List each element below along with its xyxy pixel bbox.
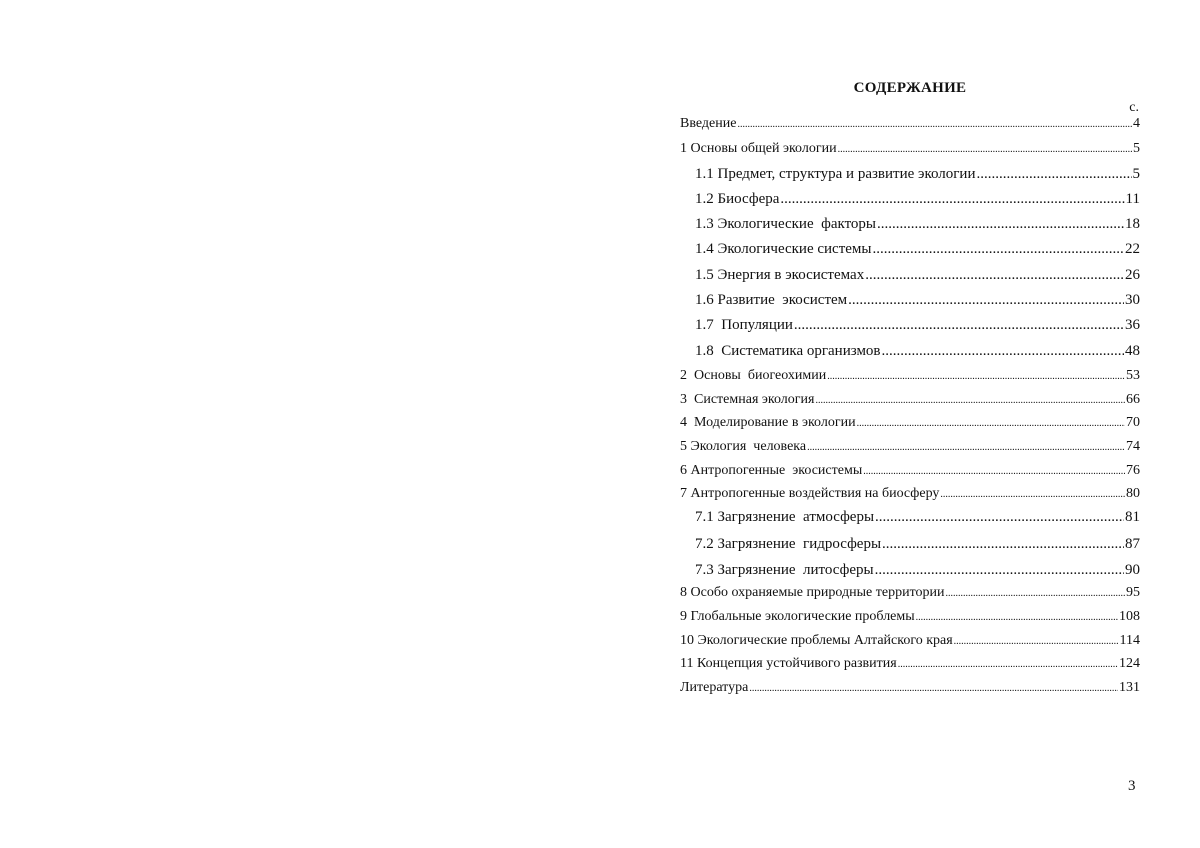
toc-entry-title: 7.2 Загрязнение гидросферы [695, 536, 881, 553]
toc-entry-page: 30 [1125, 292, 1140, 309]
toc-entry [680, 191, 1140, 208]
toc-entry-title: 10 Экологические проблемы Алтайского края [680, 633, 953, 649]
toc-entry [680, 486, 1140, 502]
toc-entry-title: 2 Основы биогеохимии [680, 368, 826, 384]
toc-dot-leader [827, 368, 1125, 384]
toc-entry [680, 292, 1140, 309]
toc-entry [680, 439, 1140, 455]
toc-entry-title: 1.5 Энергия в экосистемах [695, 267, 864, 284]
toc-entry-page: 95 [1126, 585, 1140, 601]
toc-dot-leader [780, 191, 1124, 208]
toc-entry-title: 6 Антропогенные экосистемы [680, 463, 862, 479]
toc-entry-title: Литература [680, 680, 748, 696]
toc-entry-title: 1.4 Экологические системы [695, 241, 871, 258]
toc-entry-title: 1.3 Экологические факторы [695, 216, 876, 233]
toc-entry [680, 633, 1140, 649]
page-number: 3 [1128, 778, 1136, 795]
toc-dot-leader [875, 562, 1124, 579]
page-column-label: с. [1129, 100, 1139, 116]
toc-entry [680, 141, 1140, 157]
toc-entry-page: 26 [1125, 267, 1140, 284]
toc-entry-page: 80 [1126, 486, 1140, 502]
toc-entry [680, 392, 1140, 408]
toc-entry-page: 114 [1120, 633, 1140, 649]
toc-entry-title: 1 Основы общей экологии [680, 141, 837, 157]
toc-title: СОДЕРЖАНИЕ [680, 80, 1140, 97]
toc-entry-title: Введение [680, 116, 736, 132]
toc-entry-title: 7.1 Загрязнение атмосферы [695, 509, 874, 526]
toc-entry-page: 18 [1125, 216, 1140, 233]
toc-dot-leader [857, 415, 1125, 431]
toc-entry-page: 4 [1133, 116, 1140, 132]
toc-entry [680, 680, 1140, 696]
toc-entry [680, 317, 1140, 334]
toc-entry-page: 70 [1126, 415, 1140, 431]
toc-entry [680, 343, 1140, 360]
toc-entry [680, 585, 1140, 601]
toc-entry-title: 7 Антропогенные воздействия на биосферу [680, 486, 939, 502]
toc-entry [680, 216, 1140, 233]
toc-entry-title: 9 Глобальные экологические проблемы [680, 609, 915, 625]
toc-dot-leader [749, 680, 1118, 696]
toc-dot-leader [976, 166, 1131, 183]
toc-entry-page: 76 [1126, 463, 1140, 479]
toc-entry [680, 368, 1140, 384]
toc-dot-leader [882, 536, 1124, 553]
toc-entry [680, 241, 1140, 258]
toc-entry [680, 536, 1140, 553]
toc-entry-page: 87 [1125, 536, 1140, 553]
table-of-contents [680, 0, 1140, 848]
toc-entry-page: 48 [1125, 343, 1140, 360]
toc-entry-title: 1.6 Развитие экосистем [695, 292, 847, 309]
toc-entry [680, 509, 1140, 526]
toc-entry-title: 1.1 Предмет, структура и развитие экологии [695, 166, 975, 183]
toc-entry [680, 267, 1140, 284]
toc-entry-page: 90 [1125, 562, 1140, 579]
toc-entry [680, 116, 1140, 132]
toc-dot-leader [898, 656, 1118, 672]
toc-dot-leader [815, 392, 1125, 408]
toc-entry-title: 11 Концепция устойчивого развития [680, 656, 897, 672]
toc-entry-title: 7.3 Загрязнение литосферы [695, 562, 874, 579]
toc-entry-page: 74 [1126, 439, 1140, 455]
toc-entry [680, 463, 1140, 479]
toc-dot-leader [863, 463, 1125, 479]
toc-entry-page: 108 [1119, 609, 1140, 625]
toc-entry [680, 166, 1140, 183]
toc-entry [680, 656, 1140, 672]
toc-entry-page: 5 [1133, 141, 1140, 157]
toc-entry-page: 36 [1125, 317, 1140, 334]
toc-entry-title: 1.2 Биосфера [695, 191, 779, 208]
toc-entry-title: 4 Моделирование в экологии [680, 415, 856, 431]
toc-entry-title: 1.8 Систематика организмов [695, 343, 881, 360]
toc-entry [680, 609, 1140, 625]
toc-entry-page: 5 [1133, 166, 1141, 183]
toc-dot-leader [916, 609, 1118, 625]
toc-entry-page: 11 [1126, 191, 1140, 208]
toc-entry-title: 1.7 Популяции [695, 317, 793, 334]
toc-dot-leader [848, 292, 1124, 309]
toc-entry-page: 81 [1125, 509, 1140, 526]
toc-dot-leader [882, 343, 1124, 360]
toc-dot-leader [807, 439, 1125, 455]
toc-dot-leader [875, 509, 1124, 526]
toc-entry-page: 53 [1126, 368, 1140, 384]
toc-entry-page: 124 [1119, 656, 1140, 672]
toc-entry-title: 3 Системная экология [680, 392, 814, 408]
toc-entry [680, 415, 1140, 431]
toc-dot-leader [838, 141, 1132, 157]
toc-dot-leader [954, 633, 1119, 649]
toc-entry [680, 562, 1140, 579]
toc-entry-page: 131 [1119, 680, 1140, 696]
toc-dot-leader [872, 241, 1124, 258]
toc-dot-leader [946, 585, 1126, 601]
toc-dot-leader [877, 216, 1124, 233]
toc-dot-leader [794, 317, 1124, 334]
toc-entry-title: 5 Экология человека [680, 439, 806, 455]
toc-entry-page: 66 [1126, 392, 1140, 408]
toc-dot-leader [865, 267, 1124, 284]
toc-entry-page: 22 [1125, 241, 1140, 258]
toc-entry-title: 8 Особо охраняемые природные территории [680, 585, 945, 601]
toc-dot-leader [940, 486, 1125, 502]
toc-dot-leader [737, 116, 1132, 132]
